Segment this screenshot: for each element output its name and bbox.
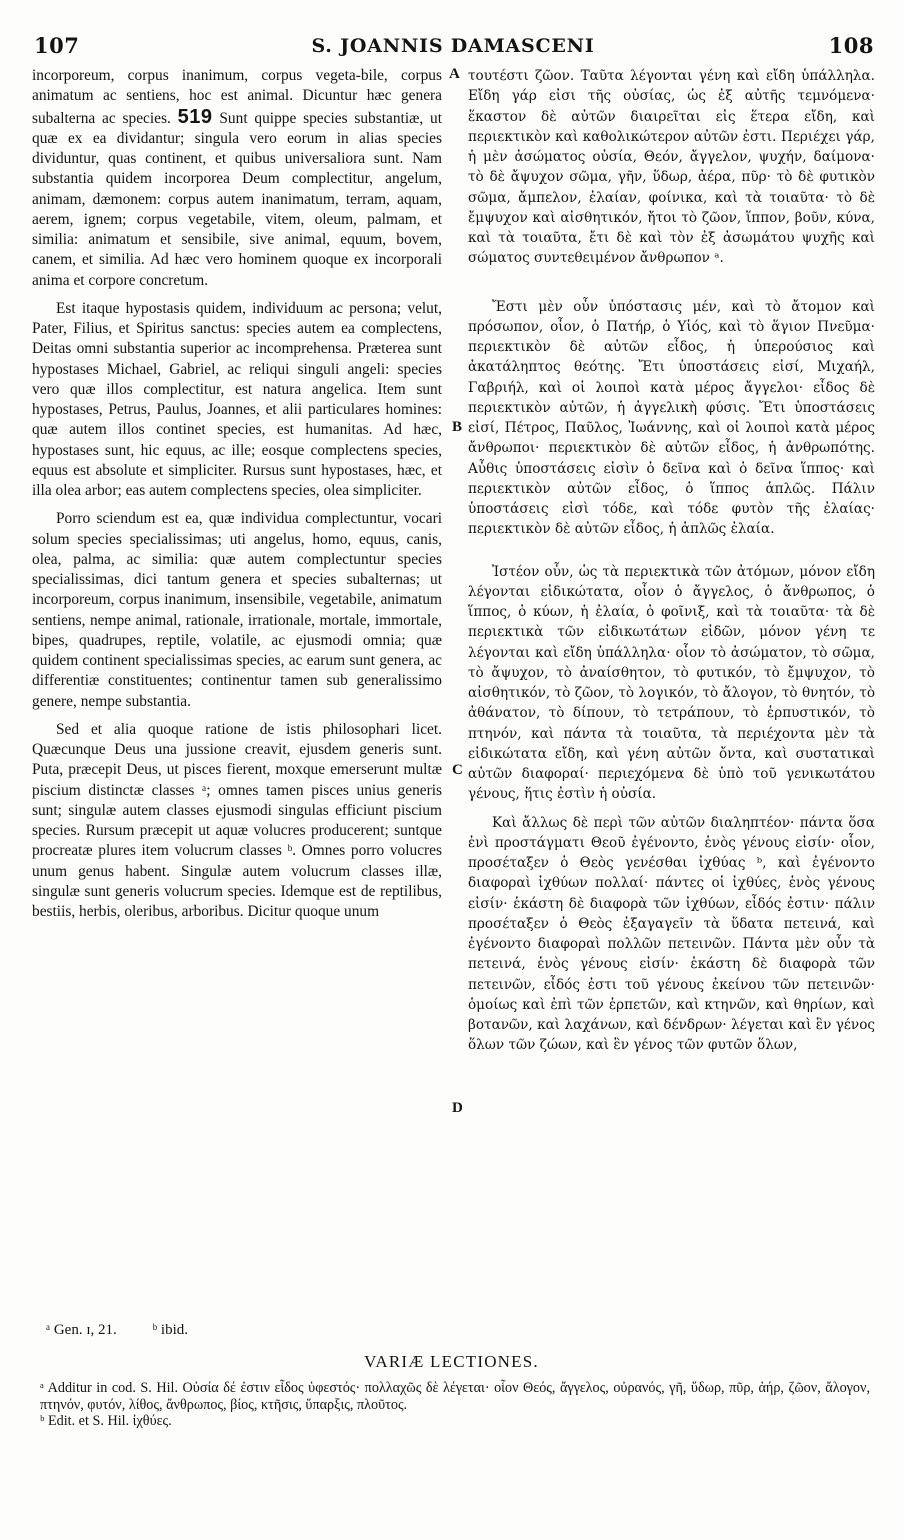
- latin-paragraph: Sed et alia quoque ratione de istis philosophari licet. Quæcunque Deus una jussione creavit, ejusdem generis sunt. Puta, præcepit Deus, ut pisces fierent, moxque emerserunt multæ piscium distinctæ classes ᵃ; omnes tamen pisces unius generis sunt; singulæ autem classes ejusmodi singulas efficiunt piscium species. Rursum præcepit ut aquæ volucres producerent; suntque procreatæ plures item volucrum classes ᵇ. Omnes porro volucres unum genus habent. Singulæ autem volucrum classes illæ, singulæ sunt generis volucrum species. Idemque est de reptilibus, bestiis, herbis, oleribus, arboribus. Dicitur quoque unum: [32, 720, 442, 920]
- footnote-a: ᵃ Gen. ɪ, 21.: [46, 1322, 117, 1338]
- latin-text: incorporeum, corpus inanimum, corpus vegeta-bile, corpus animatum ac sentiens, hoc est animal. Dicuntur hæc genera subalterna ac species.: [32, 67, 442, 127]
- footnotes: [46, 1322, 466, 1339]
- latin-paragraph: Est itaque hypostasis quidem, individuum ac persona; velut, Pater, Filius, et Spiritus sanctus: species autem ea complectens, Deitas omni substantia superior ac incomprehensa. Præterea sunt hypostases Michael, Gabriel, ac reliqui singuli angeli: species vero quæ illos complectitur, est natura angelica. Item sunt hypostases, Petrus, Paulus, Joannes, et alii particulares homines: quæ autem illos continet species, est humanitas. Ad hæc, hypostases sunt, hic equus, ac ille; eosque complectens species, equus est absolute et simpliciter. Rursus sunt hypostases, hæc, et illa olea arbor; eas autem complectens species, olea simpliciter.: [32, 299, 442, 499]
- latin-column: [32, 66, 442, 922]
- greek-paragraph: Ἔστι μὲν οὖν ὑπόστασις μέν, καὶ τὸ ἄτομον καὶ πρόσωπον, οἷον, ὁ Πατήρ, ὁ Υἱός, καὶ τὸ ἅγιον Πνεῦμα· περιεκτικὸν δὲ αὐτῶν εἶδος, ἡ ὑπερούσιος καὶ ἀκατάληπτος θεότης. Ἔτι ὑποστάσεις εἰσί, Μιχαήλ, Γαβριήλ, καὶ οἱ λοιποὶ κατὰ μέρος ἄγγελοι· εἶδος δὲ περιεκτικὸν αὐτῶν, ἡ ἀγγελικὴ φύσις. Ἔτι ὑποστάσεις εἰσί, Πέτρος, Παῦλος, Ἰωάννης, καὶ οἱ λοιποὶ κατὰ μέρος ἄνθρωποι· περιεκτικὸν δὲ αὐτῶν εἶδος, ἡ ἀνθρωπότης. Αὖθις ὑποστάσεις εἰσὶν ὁ δεῖνα καὶ ὁ δεῖνα ἵππος· καὶ περιεκτικὸν αὐτῶν εἶδος, ὁ ἵππος ἁπλῶς. Πάλιν ὑποστάσεις εἰσὶ τόδε, καὶ τόδε φυτὸν τῆς ἐλαίας· περιεκτικὸν δὲ αὐτῶν εἶδος, ἡ ἁπλῶς ἐλαία.: [468, 298, 875, 538]
- section-marker-c: C: [452, 762, 463, 778]
- running-title: S. JOANNIS DAMASCENI: [311, 35, 595, 57]
- greek-paragraph: Ἰστέον οὖν, ὡς τὰ περιεκτικὰ τῶν ἀτόμων, μόνον εἴδη λέγονται εἰδικώτατα, οἷον ὁ ἄγγελος, ὁ ἄνθρωπος, ὁ ἵππος, ὁ κύων, ἡ ἐλαία, ὁ φοῖνιξ, καὶ τὰ τοιαῦτα· τὰ δὲ περιεκτικὰ τῶν εἰδικωτάτων εἰδῶν, μόνον γένη τε λέγονται καὶ εἴδη ὑπάλληλα· οἷον τὸ ἀσώματον, τὸ σῶμα, τὸ ἄψυχον, τὸ ἀναίσθητον, τὸ φυτικόν, τὸ ἔμψυχον, τὸ αἰσθητικόν, τὸ ζῶον, τὸ λογικόν, τὸ ἄλογον, τὸ θνητόν, τὸ ἀθάνατον, τὸ δίπουν, τὸ τετράπουν, τὸ ἑρπυστικόν, τὸ πτηνόν, καὶ πάντα τὰ τοιαῦτα, τὰ περιέχοντα μὲν τὰ εἰδικώτατα εἴδη, καὶ γένη αὐτῶν ὄντα, καὶ συστατικαὶ αὐτῶν διαφοραί· περιεχόμενα δὲ ὑπὸ τοῦ γενικωτάτου γένους, ἥτις ἐστὶν ἡ οὐσία.: [468, 563, 875, 803]
- page-number-right: 108: [828, 33, 874, 58]
- greek-paragraph: τουτέστι ζῶον. Ταῦτα λέγονται γένη καὶ εἴδη ὑπάλληλα. Εἴδη γάρ εἰσι τῆς οὐσίας, ὡς ἐξ αὐτῆς τεμνόμενα· ἕκαστον δὲ αὐτῶν διαιρεῖται εἰς ἕτερα εἴδη, καὶ περιεκτικὸν καὶ καθολικώτερον αὐτῶν ἐστι. Περιέχει γάρ, ἡ μὲν ἀσώματος οὐσία, Θεόν, ἄγγελον, ψυχήν, δαίμονα· τὸ δὲ ἄψυχον σῶμα, γῆν, ὕδωρ, ἀέρα, πῦρ· τὸ δὲ φυτικὸν σῶμα, ἄμπελον, ἐλαίαν, φοίνικα, καὶ τὰ τοιαῦτα· τὸ δὲ ἔμψυχον καὶ αἰσθητικόν, ἤτοι τὸ ζῶον, ἵππον, βοῦν, κύνα, καὶ τὰ τοιαῦτα, ἔτι δὲ καὶ τὸν ἐξ ἀσωμάτου ψυχῆς καὶ σώματος συντεθειμένον ἄνθρωπον ᵃ.: [468, 68, 875, 267]
- section-marker-d: D: [452, 1100, 463, 1116]
- variant-note-b: ᵇ Edit. et S. Hil. ἰχθύες.: [40, 1413, 172, 1429]
- page-header: [32, 33, 874, 59]
- footnote-b: ᵇ ibid.: [152, 1322, 188, 1338]
- variae-lectiones: [40, 1380, 870, 1430]
- variae-lectiones-title: VARIÆ LECTIONES.: [364, 1352, 539, 1371]
- latin-paragraph: Porro sciendum est ea, quæ individua complectuntur, vocari solum species specialissimas; uti angelus, homo, equus, canis, olea, palma, ac similia: quæ autem complectuntur species specialissimas, dici tantum genera et species subalternas; ut incorporeum, corpus inanimum, insensibile, vegetabile, animatum sentiens, nempe animal, rationale, irrationale, mortale, immortale, bipes, quadrupes, reptile, volatile, ac ejusmodi omnia; quæ quidem continent specialissimas species, ac earum sunt genera, ac differentiæ constituentes; continentur tamen sub generalissimo genere, nempe substantia.: [32, 510, 442, 710]
- variant-note-a: ᵃ Additur in cod. S. Hil. Οὐσία δέ ἐστιν εἶδος ὑφεστός· πολλαχῶς δὲ λέγεται· οἷον Θεός, ἄγγελος, οὐρανός, γῆ, ὕδωρ, πῦρ, ἀήρ, ζῶον, ἄλογον, πτηνόν, φυτόν, λίθος, ἄνθρωπος, βίος, κτῆσις, ὕπαρξις, πλοῦτος.: [40, 1380, 870, 1413]
- greek-paragraph: Καὶ ἄλλως δὲ περὶ τῶν αὐτῶν διαληπτέον· πάντα ὅσα ἑνὶ προστάγματι Θεοῦ ἐγένοντο, ἑνὸς γένους εἰσίν· οἷον, προσέταξεν ὁ Θεὸς γενέσθαι ἰχθύας ᵇ, καὶ ἐγένοντο διαφοραὶ ἰχθύων πολλαί· πάντες οἱ ἰχθύες, ἑνὸς γένους εἰσίν· ἑκάστη δὲ διαφορὰ τῶν ἰχθύων, εἶδός ἐστιν· πάλιν προσέταξεν ὁ Θεὸς ἐξαγαγεῖν τὰ ὕδατα πετεινά, καὶ ἐγένοντο διαφοραὶ πολλῶν πετεινῶν. Πάντα μὲν οὖν τὰ πετεινά, ἑνὸς γένους εἰσίν· ἑκάστη δὲ διαφορὰ τῶν πετεινῶν, εἶδός ἐστι τοῦ γένους ἐκείνου τῶν πετεινῶν· ὁμοίως καὶ ἐπὶ τῶν ἑρπετῶν, καὶ κτηνῶν, καὶ θηρίων, καὶ βοτανῶν, καὶ λαχάνων, καὶ δένδρων· λέγεται καὶ ἓν γένος ὅλων τῶν ζώων, καὶ ἓν γένος τῶν φυτῶν ὅλων,: [468, 814, 875, 1054]
- section-marker-b: B: [452, 419, 463, 435]
- page-number-left: 107: [34, 33, 80, 58]
- latin-paragraph: [32, 66, 442, 291]
- section-marker-a: A: [449, 66, 460, 82]
- column-number: 519: [177, 105, 213, 128]
- greek-column: [468, 66, 875, 1056]
- latin-text: Sunt quippe species substantiæ, ut quæ ex ea dividantur; singula vero eorum in alias species dividuntur, quas continent, et quibus universaliora sunt. Nam substantia quidem incorporea Deum complectitur, angelum, animam, dæmonem: corpus autem inanimatum, terram, aquam, aerem, ignem; corpus vegetabile, vitem, oleum, palmam, et similia: animatum et sensibile, sive animal, equum, bovem, canem, et similia. Ad hæc vero hominem quoque ex incorporali anima et corpore concretum.: [32, 109, 442, 289]
